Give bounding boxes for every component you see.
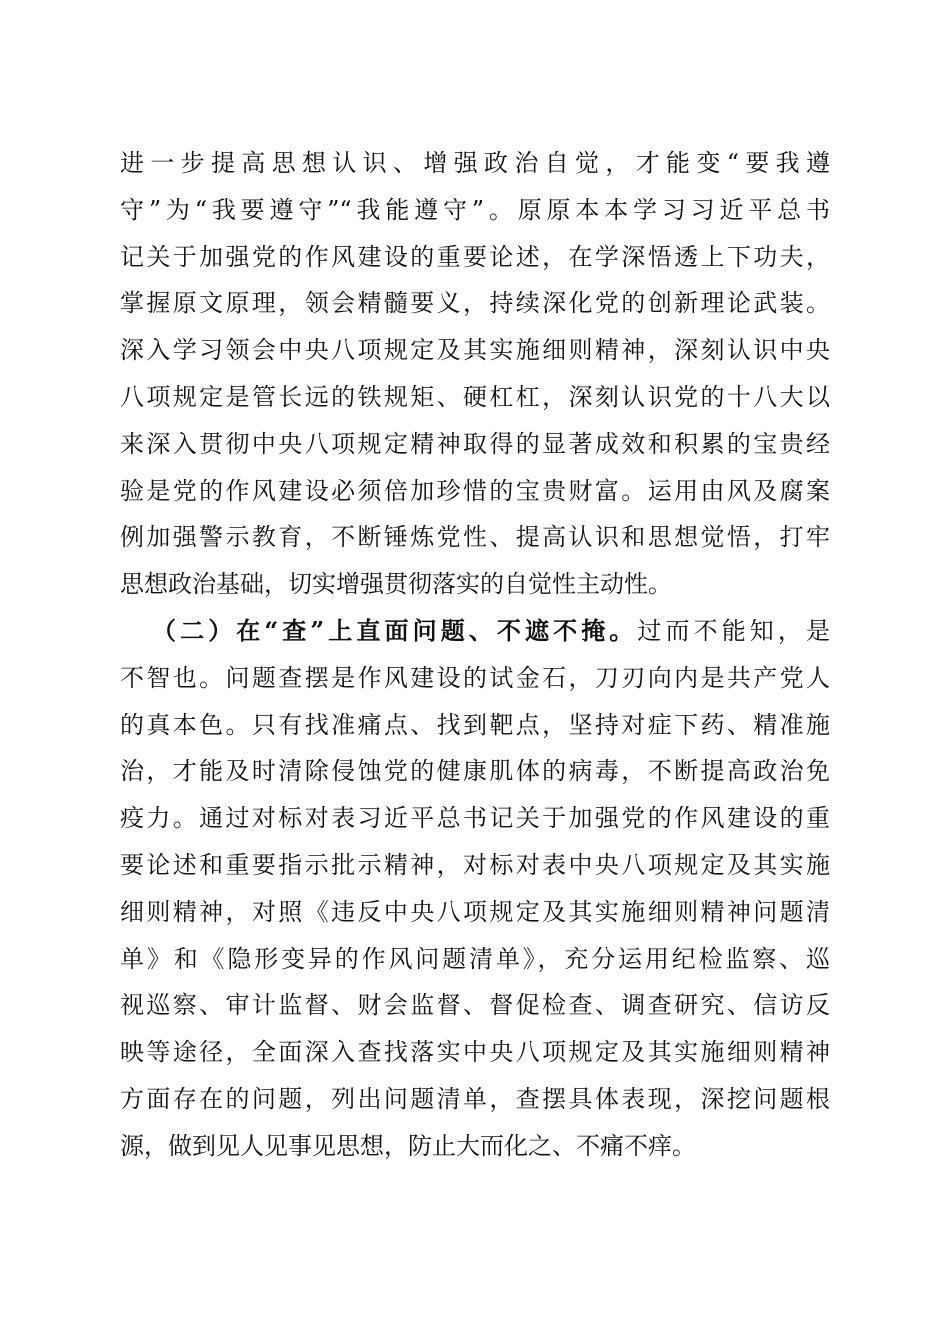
paragraph-1-line: 守”为“我要遵守”“我能遵守”。原原本本学习习近平总书 — [120, 195, 830, 224]
paragraph-1-line: 来深入贯彻中央八项规定精神取得的显著成效和积累的宝贵经 — [120, 429, 830, 458]
paragraph-2-line: 要论述和重要指示批示精神，对标对表中央八项规定及其实施 — [120, 850, 830, 879]
paragraph-1-line: 验是党的作风建设必须倍加珍惜的宝贵财富。运用由风及腐案 — [120, 476, 830, 505]
paragraph-1-line: 进一步提高思想认识、增强政治自觉，才能变“要我遵 — [120, 149, 830, 177]
paragraph-1-line: 深入学习领会中央八项规定及其实施细则精神，深刻认识中央 — [120, 336, 830, 365]
paragraph-2-line: 细则精神，对照《违反中央八项规定及其实施细则精神问题清 — [120, 897, 830, 926]
paragraph-2-line: 疫力。通过对标对表习近平总书记关于加强党的作风建设的重 — [120, 804, 830, 833]
paragraph-1-line: 八项规定是管长远的铁规矩、硬杠杠，深刻认识党的十八大以 — [120, 382, 830, 411]
section-heading: （二）在“查”上直面问题、不遮不掩。 — [152, 615, 638, 645]
paragraph-1-line: 例加强警示教育，不断锤炼党性、提高认识和思想觉悟，打牢 — [120, 523, 830, 552]
paragraph-2-line: 单》和《隐形变异的作风问题清单》，充分运用纪检监察、巡 — [120, 944, 830, 973]
paragraph-1-line: 思想政治基础，切实增强贯彻落实的自觉性主动性。 — [120, 570, 672, 599]
paragraph-2-line: 的真本色。只有找准痛点、找到靶点，坚持对症下药、精准施 — [120, 710, 830, 739]
paragraph-1-line: 记关于加强党的作风建设的重要论述，在学深悟透上下功夫， — [120, 242, 830, 271]
paragraph-2-line: 源，做到见人见事见思想，防止大而化之、不痛不痒。 — [120, 1131, 696, 1160]
paragraph-2-line: 视巡察、审计监督、财会监督、督促检查、调查研究、信访反 — [120, 991, 830, 1020]
paragraph-2-line: 治，才能及时清除侵蚀党的健康肌体的病毒，不断提高政治免 — [120, 757, 830, 786]
paragraph-1-line: 掌握原文原理，领会精髓要义，持续深化党的创新理论武装。 — [120, 289, 830, 318]
paragraph-2-line: 方面存在的问题，列出问题清单，查摆具体表现，深挖问题根 — [120, 1084, 830, 1113]
paragraph-2-line: 不智也。问题查摆是作风建设的试金石，刀刃向内是共产党人 — [120, 663, 830, 692]
paragraph-2-line: 映等途径，全面深入查找落实中央八项规定及其实施细则精神 — [120, 1038, 830, 1067]
paragraph-2-first-line-text: 过而不能知，是 — [637, 616, 831, 645]
document-body — [120, 140, 830, 1170]
paragraph-2-first-line — [120, 608, 830, 655]
